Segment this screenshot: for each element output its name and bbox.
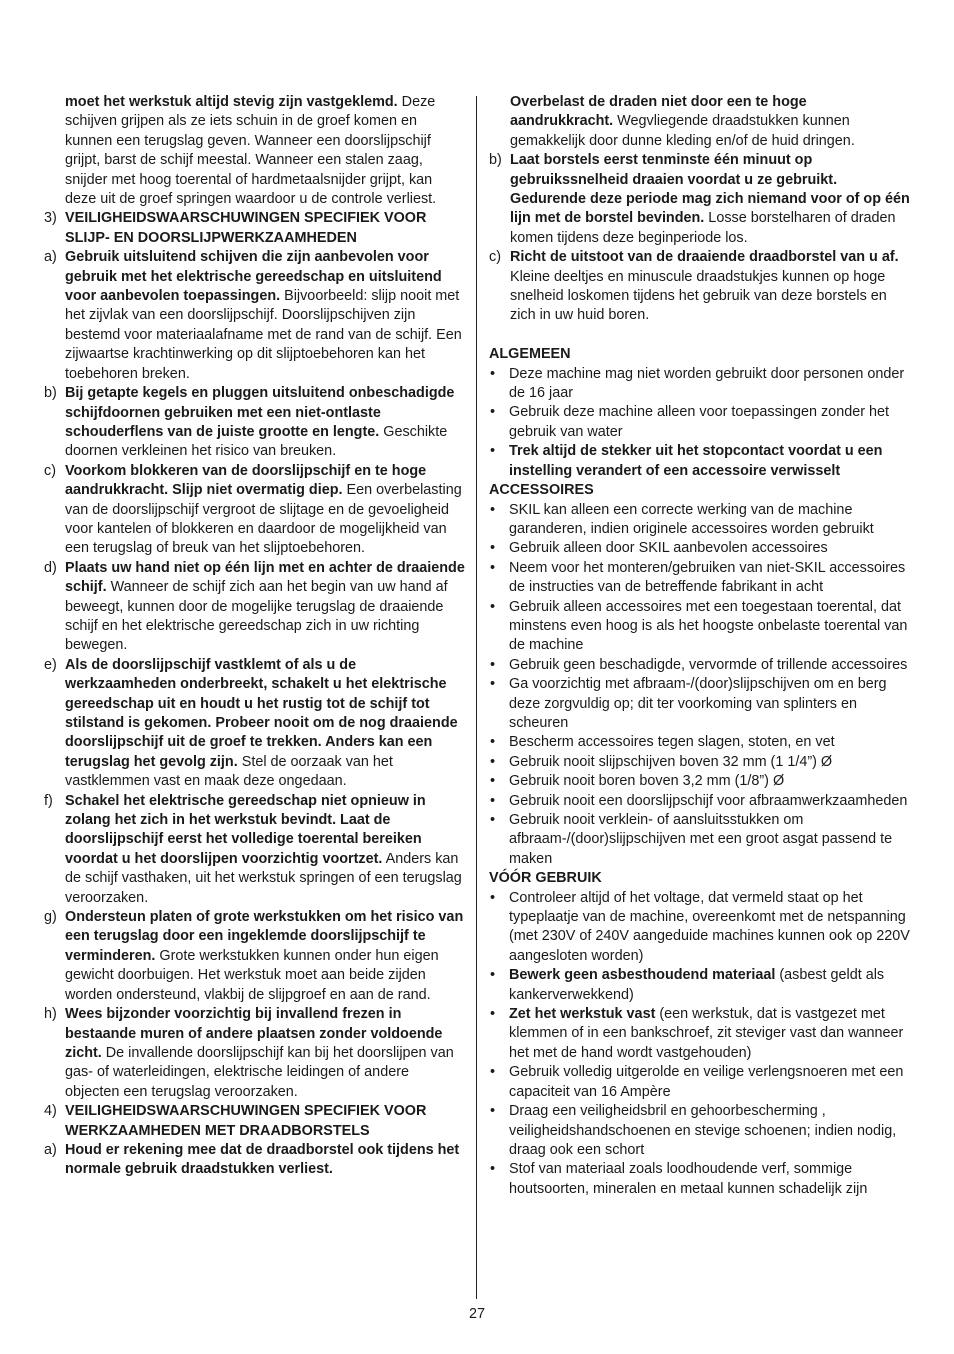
bullet-icon: •: [490, 598, 496, 615]
item-label: b): [44, 385, 57, 402]
bold-text: Bewerk geen asbesthoudend materiaal: [509, 967, 776, 984]
bullet-icon: •: [490, 443, 496, 460]
item-label: d): [44, 559, 57, 576]
list-item: [44, 792, 467, 908]
bullet-item: [489, 792, 913, 811]
body-text: Gebruik alleen accessoires met een toegestaan toerental, dat minstens even hoog is als het hoogste onbelaste toerental van de machine: [509, 598, 908, 654]
bullet-item: [489, 656, 913, 675]
bullet-item: [489, 811, 913, 869]
body-text: Gebruik deze machine alleen voor toepassingen zonder het gebruik van water: [509, 404, 889, 440]
bullet-icon: •: [490, 1161, 496, 1178]
body-text: Gebruik volledig uitgerolde en veilige verlengsnoeren met een capaciteit van 16 Ampère: [509, 1064, 904, 1100]
bullet-item: [489, 501, 913, 540]
bullet-item: [489, 559, 913, 598]
list-item: [489, 248, 913, 326]
bullet-icon: •: [490, 773, 496, 790]
page-number: 27: [468, 1306, 485, 1322]
body-text: Stel de oorzaak van het vastklemmen vast en maak deze ongedaan.: [65, 753, 393, 790]
bullet-item: [489, 733, 913, 752]
bullet-item: [489, 1063, 913, 1102]
body-text: (een werkstuk, dat is vastgezet met klemmen of in een bankschroef, zit steviger vast dan wanneer het met de hand wordt vastgehouden): [509, 1006, 904, 1061]
list-item: [44, 559, 467, 656]
bullet-item: [489, 772, 913, 791]
body-text: Bescherm accessoires tegen slagen, stoten, en vet: [509, 734, 835, 751]
bold-text: Plaats uw hand niet op één lijn met en achter de draaiende schijf.: [65, 559, 465, 596]
bullet-item: [489, 675, 913, 733]
bold-text: Zet het werkstuk vast: [509, 1006, 656, 1023]
body-text: Ga voorzichtig met afbraam-/(door)slijpschijven om en berg deze zorgvuldig op; dit ter voorkoming van splinters en scheuren: [509, 676, 887, 731]
body-text: Kleine deeltjes en minuscule draadstukjes kunnen op hoge snelheid loskomen tijdens het gebruik van deze borstels en zich in uw huid boren.: [510, 268, 887, 324]
bold-text: Houd er rekening mee dat de draadborstel ook tijdens het normale gebruik draadstukken verliest.: [65, 1141, 460, 1178]
bullet-icon: •: [490, 753, 496, 770]
bullet-icon: •: [490, 1103, 496, 1120]
bold-text: Overbelast de draden niet door een te hoge aandrukkracht.: [510, 94, 807, 130]
bold-text: Richt de uitstoot van de draaiende draadborstel van u af.: [510, 249, 899, 266]
body-text: Deze machine mag niet worden gebruikt door personen onder de 16 jaar: [509, 365, 905, 402]
item-label: e): [44, 656, 57, 673]
body-text: SKIL kan alleen een correcte werking van de machine garanderen, indien originele accessoires worden gebruikt: [509, 501, 874, 537]
item-label: b): [489, 152, 502, 169]
bullet-item: [489, 753, 913, 772]
bold-text: Gebruik uitsluitend schijven die zijn aanbevolen voor gebruik met het elektrische gereedschap en uitsluitend voor aanbevolen toepassingen.: [65, 249, 442, 305]
item-label: h): [44, 1006, 57, 1023]
list-item: [44, 656, 467, 792]
bullet-icon: •: [490, 656, 496, 673]
body-text: Controleer altijd of het voltage, dat vermeld staat op het typeplaatje van de machine, overeenkomt met de netspanning (met 230V of 240V aangeduide machines kunnen ook op 220V aangesloten worden): [509, 889, 910, 964]
item-label: 4): [44, 1103, 57, 1120]
body-text: Draag een veiligheidsbril en gehoorbescherming , veiligheidshandschoenen en stevige schoenen; indien nodig, draag ook een schort: [509, 1103, 897, 1158]
bold-text: VEILIGHEIDSWAARSCHUWINGEN SPECIFIEK VOOR WERKZAAMHEDEN MET DRAADBORSTELS: [65, 1103, 427, 1139]
bullet-item: [489, 598, 913, 656]
bullet-item: [489, 365, 913, 404]
bullet-item: [489, 1005, 913, 1063]
body-text: De invallende doorslijpschijf kan bij het doorslijpen van gas- of waterleidingen, elektrische leidingen of andere objecten een terugslag veroorzaken.: [65, 1044, 454, 1100]
list-item: [489, 151, 913, 248]
bullet-icon: •: [490, 676, 496, 693]
item-label: a): [44, 249, 57, 266]
continuation-text: [489, 93, 913, 151]
item-label: g): [44, 909, 57, 926]
bullet-icon: •: [490, 365, 496, 382]
list-item: [44, 248, 467, 384]
list-item: [44, 209, 467, 248]
item-label: a): [44, 1141, 57, 1158]
body-text: (asbest geldt als kankerverwekkend): [509, 967, 885, 1003]
list-item: [44, 462, 467, 559]
bullet-icon: •: [490, 540, 496, 557]
body-text: Gebruik nooit boren boven 3,2 mm (1/8”) Ø: [509, 773, 785, 790]
bullet-icon: •: [490, 812, 496, 829]
bullet-item: [489, 889, 913, 967]
body-text: Wegvliegende draadstukken kunnen gemakkelijk door dunne kleding en/of de huid dringen.: [510, 113, 855, 149]
list-item: [44, 908, 467, 1005]
spacer: [489, 326, 913, 345]
body-text: Anders kan de schijf vasthaken, uit het werkstuk springen of een terugslag veroorzaken.: [65, 850, 462, 906]
bold-text: Voorkom blokkeren van de doorslijpschijf en te hoge aandrukkracht. Slijp niet overmatig diep.: [65, 462, 427, 499]
bold-text: Bij getapte kegels en pluggen uitsluitend onbeschadigde schijfdoornen gebruiken met een niet-ontlaste schouderflens van de juiste grootte en lengte.: [65, 385, 455, 440]
bullet-icon: •: [490, 734, 496, 751]
bold-text: Als de doorslijpschijf vastklemt of als u de werkzaamheden onderbreekt, schakelt u het elektrische gereedschap uit en houdt u het rustig tot de schijf tot stilstand is gekomen. Probeer nooit om de nog draaiende doorslijpschijf uit de groef te trekken. Anders kan een terugslag het gevolg zijn.: [65, 656, 458, 770]
bullet-icon: •: [490, 1064, 496, 1081]
body-text: Stof van materiaal zoals loodhoudende verf, sommige houtsoorten, mineralen en metaal kunnen schadelijk zijn: [509, 1161, 868, 1197]
left-column: [44, 93, 467, 1180]
item-label: f): [44, 792, 53, 809]
bullet-icon: •: [490, 1006, 496, 1023]
section-heading: ACCESSOIRES: [489, 482, 594, 499]
bullet-icon: •: [490, 404, 496, 421]
bullet-icon: •: [490, 792, 496, 809]
bold-text: Wees bijzonder voorzichtig bij invallend frezen in bestaande muren of andere plaatsen zonder voldoende zicht.: [65, 1006, 443, 1061]
body-text: Bijvoorbeeld: slijp nooit met het zijvlak van een doorslijpschijf. Doorslijpschijven zijn bestemd voor materiaalafname met de rand van de schijf. Een zijwaartse krachtinwerking op dit slijptoebehoren kan het toebehoren breken.: [65, 288, 462, 382]
bullet-icon: •: [490, 501, 496, 518]
body-text: Gebruik geen beschadigde, vervormde of trillende accessoires: [509, 656, 908, 673]
bullet-item: [489, 403, 913, 442]
bullet-item: [489, 966, 913, 1005]
bullet-item: [489, 1102, 913, 1160]
list-item: [44, 1102, 467, 1141]
item-label: 3): [44, 210, 57, 227]
right-column: [489, 93, 913, 1199]
continuation-text: [44, 93, 467, 209]
body-text: Geschikte doornen verkleinen het risico van breuken.: [65, 423, 448, 460]
body-text: Gebruik alleen door SKIL aanbevolen accessoires: [509, 540, 828, 557]
body-text: Gebruik nooit verklein- of aansluitsstukken om afbraam-/(door)slijpschijven met een groot asgat passend te maken: [509, 812, 893, 867]
bold-text: Schakel het elektrische gereedschap niet opnieuw in zolang het zich in het werkstuk bevindt. Laat de doorslijpschijf eerst het volledige toerental bereiken voordat u het doorslijpen voorzichtig voortzet.: [65, 792, 426, 867]
body-text: Neem voor het monteren/gebruiken van niet-SKIL accessoires de instructies van de betreffende fabrikant in acht: [509, 559, 906, 596]
item-label: c): [489, 249, 501, 266]
bullet-icon: •: [490, 559, 496, 576]
bullet-item: [489, 1160, 913, 1199]
bold-text: Laat borstels eerst tenminste één minuut op gebruikssnelheid draaien voordat u ze gebruikt. Gedurende deze periode mag zich niemand voor of op één lijn met de borstel bevinden.: [510, 152, 910, 227]
list-item: [44, 1005, 467, 1102]
body-text: Grote werkstukken kunnen onder hun eigen gewicht doorbuigen. Het werkstuk moet aan beide zijden worden ondersteund, vlakbij de slijpgroef en aan de rand.: [65, 947, 439, 1003]
body-text: Deze schijven grijpen als ze iets schuin in de groef komen en kunnen een terugslag geven. Wanneer een doorslijpschijf grijpt, barst de schijf meestal. Wanneer een stalen zaag, snijder met hoog toerental of hardmetaalsnijder grijpt, kan deze uit de groef springen waardoor u de controle verliest.: [65, 94, 437, 208]
item-label: c): [44, 462, 56, 479]
column-divider: [476, 96, 477, 1299]
section-heading: VÓÓR GEBRUIK: [489, 870, 602, 887]
body-text: Wanneer de schijf zich aan het begin van uw hand af beweegt, kunnen door de mogelijke terugslag de draaiende schijf en het elektrische gereedschap zich in uw richting bewegen.: [65, 579, 448, 654]
body-text: Gebruik nooit een doorslijpschijf voor afbraamwerkzaamheden: [509, 792, 908, 809]
bullet-item: [489, 539, 913, 558]
body-text: Gebruik nooit slijpschijven boven 32 mm (1 1/4”) Ø: [509, 753, 833, 770]
list-item: [44, 384, 467, 462]
body-text: Losse borstelharen of draden komen tijdens deze beginperiode los.: [510, 210, 896, 246]
body-text: Een overbelasting van de doorslijpschijf vergroot de slijtage en de gevoeligheid voor kantelen of blokkeren en daardoor de mogelijkheid van een terugslag of breuk van het slijptoebehoren.: [65, 482, 462, 557]
bold-text: VEILIGHEIDSWAARSCHUWINGEN SPECIFIEK VOOR SLIJP- EN DOORSLIJPWERKZAAMHEDEN: [65, 210, 427, 246]
bold-text: moet het werkstuk altijd stevig zijn vastgeklemd.: [65, 94, 398, 110]
bullet-icon: •: [490, 889, 496, 906]
bullet-icon: •: [490, 967, 496, 984]
section-heading: ALGEMEEN: [489, 346, 571, 363]
list-item: [44, 1141, 467, 1180]
bullet-item: [489, 442, 913, 481]
bold-text: Trek altijd de stekker uit het stopcontact voordat u een instelling verandert of een accessoire verwisselt: [509, 443, 883, 479]
bold-text: Ondersteun platen of grote werkstukken om het risico van een terugslag door een ingeklemde doorslijpschijf te verminderen.: [65, 909, 464, 964]
